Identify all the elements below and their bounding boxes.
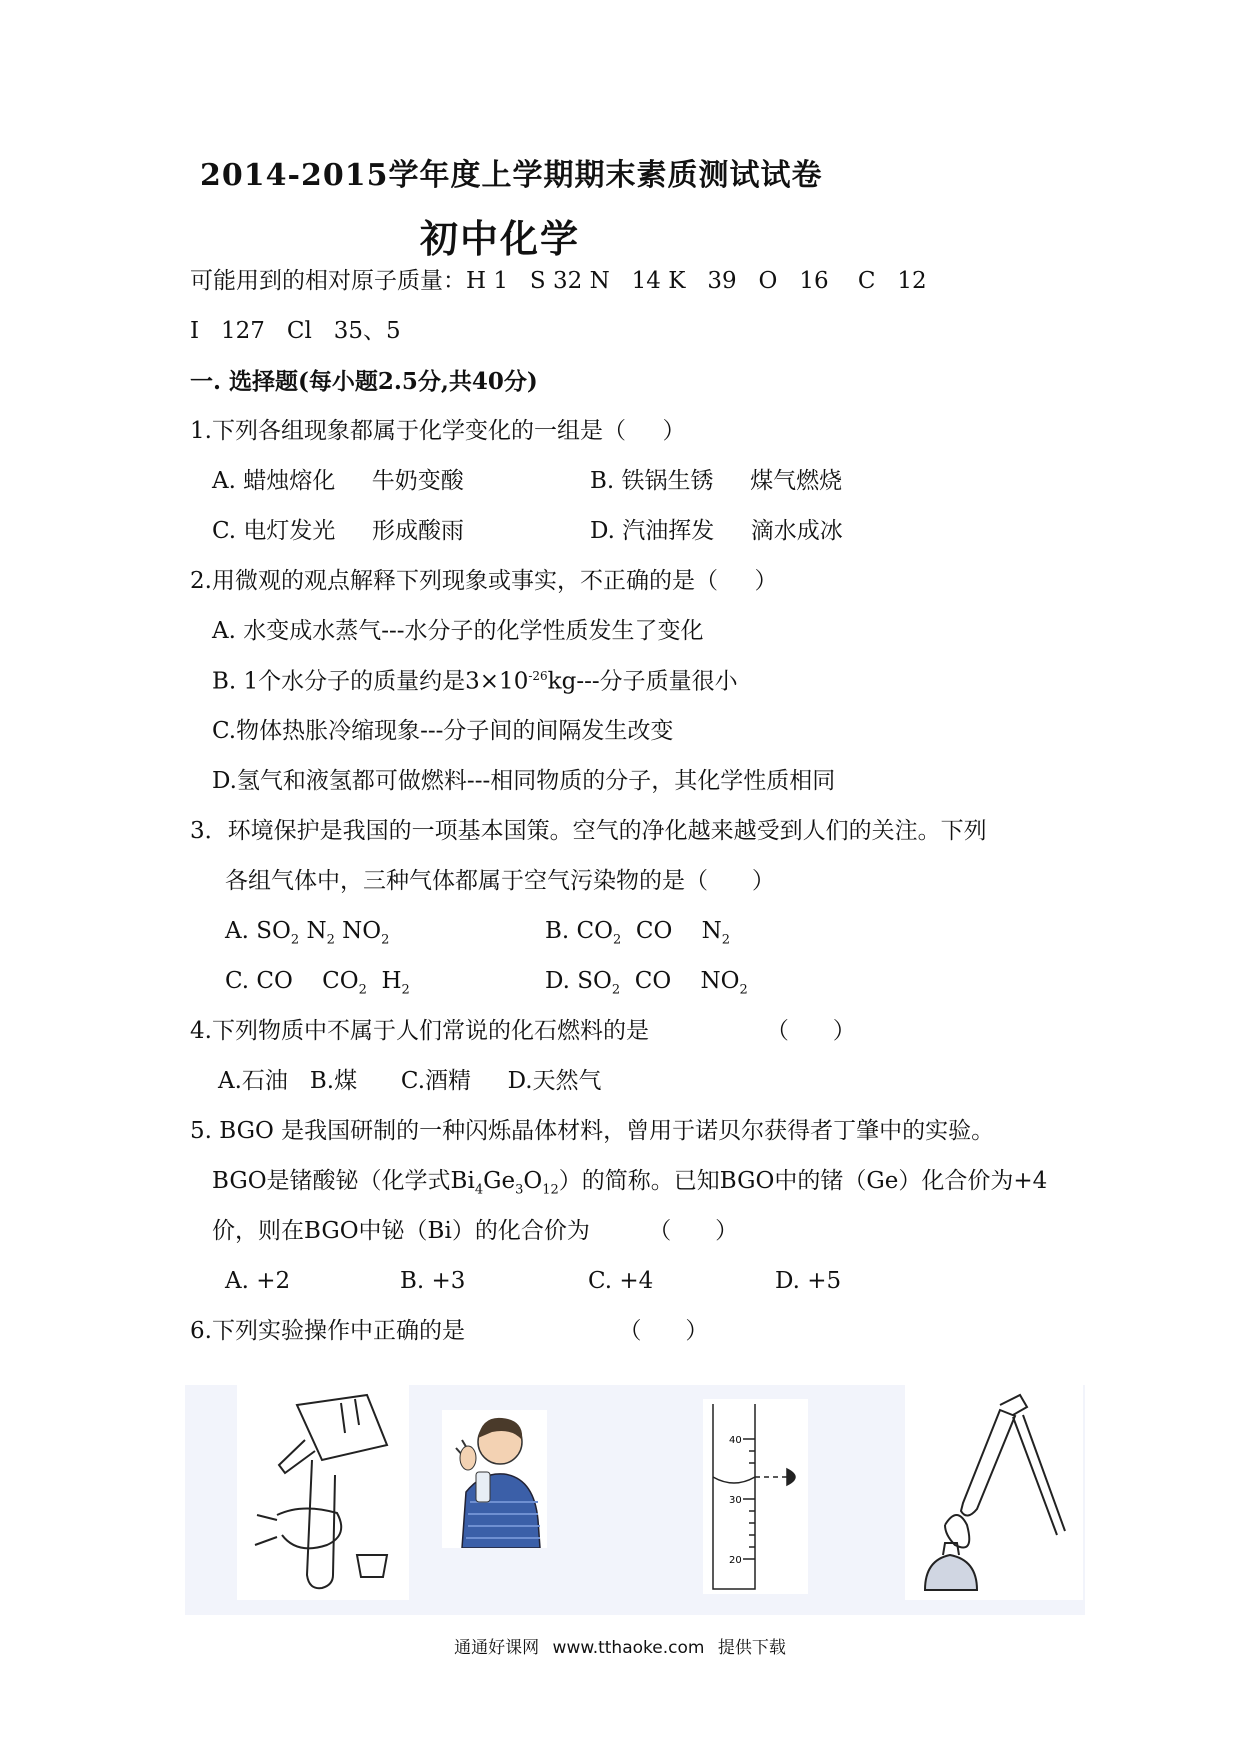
footer-site-name: 通通好课网 — [454, 1638, 540, 1658]
figure-heating-test-tube — [905, 1385, 1083, 1600]
question-2-option-b: B. 1个水分子的质量约是$3\times 10^{-26}kg---$分子质量很小 — [212, 668, 738, 695]
question-3-option-d: D. $SO_2$ CO $NO_2$ — [545, 968, 748, 998]
question-2-option-d: D.氢气和液氢都可做燃料---相同物质的分子，其化学性质相同 — [212, 768, 836, 794]
footer-tail: 提供下载 — [717, 1638, 786, 1658]
question-6-figures — [185, 1385, 1085, 1615]
page-footer — [0, 1633, 1240, 1658]
question-4-stem: 4.下列物质中不属于人们常说的化石燃料的是 （ ） — [190, 1018, 856, 1044]
question-2-stem: 2.用微观的观点解释下列现象或事实，不正确的是（ ） — [190, 568, 778, 594]
question-5-option-b: B. +3 — [400, 1268, 466, 1294]
question-1-option-a: A. 蜡烛熔化 牛奶变酸 — [212, 468, 464, 494]
question-5-stem-line-2: BGO是锗酸铋（化学式$Bi_4Ge_3O_{12}$）的简称。已知BGO中的锗（Ge）化合价为+4 — [212, 1168, 1048, 1198]
question-1-option-c: C. 电灯发光 形成酸雨 — [212, 518, 464, 544]
scale-label-20: 20 — [729, 1555, 742, 1566]
question-3-stem-line-1: 3．环境保护是我国的一项基本国策。空气的净化越来越受到人们的关注。下列 — [190, 818, 987, 844]
exam-subject: 初中化学 — [420, 216, 581, 261]
question-2-option-a: A. 水变成水蒸气---水分子的化学性质发生了变化 — [212, 618, 704, 644]
question-3-option-a: A. $SO_2$ $N_2$ $NO_2$ — [225, 918, 390, 948]
question-1-option-d: D. 汽油挥发 滴水成冰 — [590, 518, 843, 544]
question-3-stem-line-2: 各组气体中，三种气体都属于空气污染物的是（ ） — [225, 868, 775, 894]
question-5-option-d: D. +5 — [775, 1268, 842, 1294]
figure-smelling-gas — [442, 1410, 547, 1548]
section-heading: 一. 选择题(每小题2.5分,共40分) — [190, 368, 538, 395]
figure-reading-cylinder — [703, 1399, 808, 1594]
question-6-stem: 6.下列实验操作中正确的是 （ ） — [190, 1318, 709, 1344]
question-4-options: A.石油 B.煤 C.酒精 D.天然气 — [218, 1068, 602, 1094]
question-5-option-c: C. +4 — [588, 1268, 654, 1294]
question-5-option-a: A. +2 — [225, 1268, 291, 1294]
question-5-stem-line-3: 价，则在BGO中铋（Bi）的化合价为 （ ） — [212, 1218, 739, 1244]
scale-label-40: 40 — [729, 1435, 742, 1446]
question-1-option-b: B. 铁锅生锈 煤气燃烧 — [590, 468, 843, 494]
footer-url: www.tthaoke.com — [552, 1638, 705, 1658]
figure-pouring-liquid — [237, 1385, 409, 1600]
scale-label-30: 30 — [729, 1495, 742, 1506]
atomic-mass-line-1: 可能用到的相对原子质量：H 1 S 32 N 14 K 39 O 16 C 12 — [190, 268, 927, 294]
question-5-stem-line-1: 5. BGO 是我国研制的一种闪烁晶体材料，曾用于诺贝尔获得者丁肇中的实验。 — [190, 1118, 995, 1144]
question-3-option-c: C. CO $CO_2$ $H_2$ — [225, 968, 410, 998]
question-2-option-c: C.物体热胀冷缩现象---分子间的间隔发生改变 — [212, 718, 674, 744]
question-1-stem: 1.下列各组现象都属于化学变化的一组是（ ） — [190, 418, 686, 444]
atomic-mass-line-2: I 127 Cl 35、5 — [190, 318, 401, 344]
question-3-option-b: B. $CO_2$ CO $N_2$ — [545, 918, 730, 948]
exam-title: 2014-2015学年度上学期期末素质测试试卷 — [200, 158, 823, 193]
